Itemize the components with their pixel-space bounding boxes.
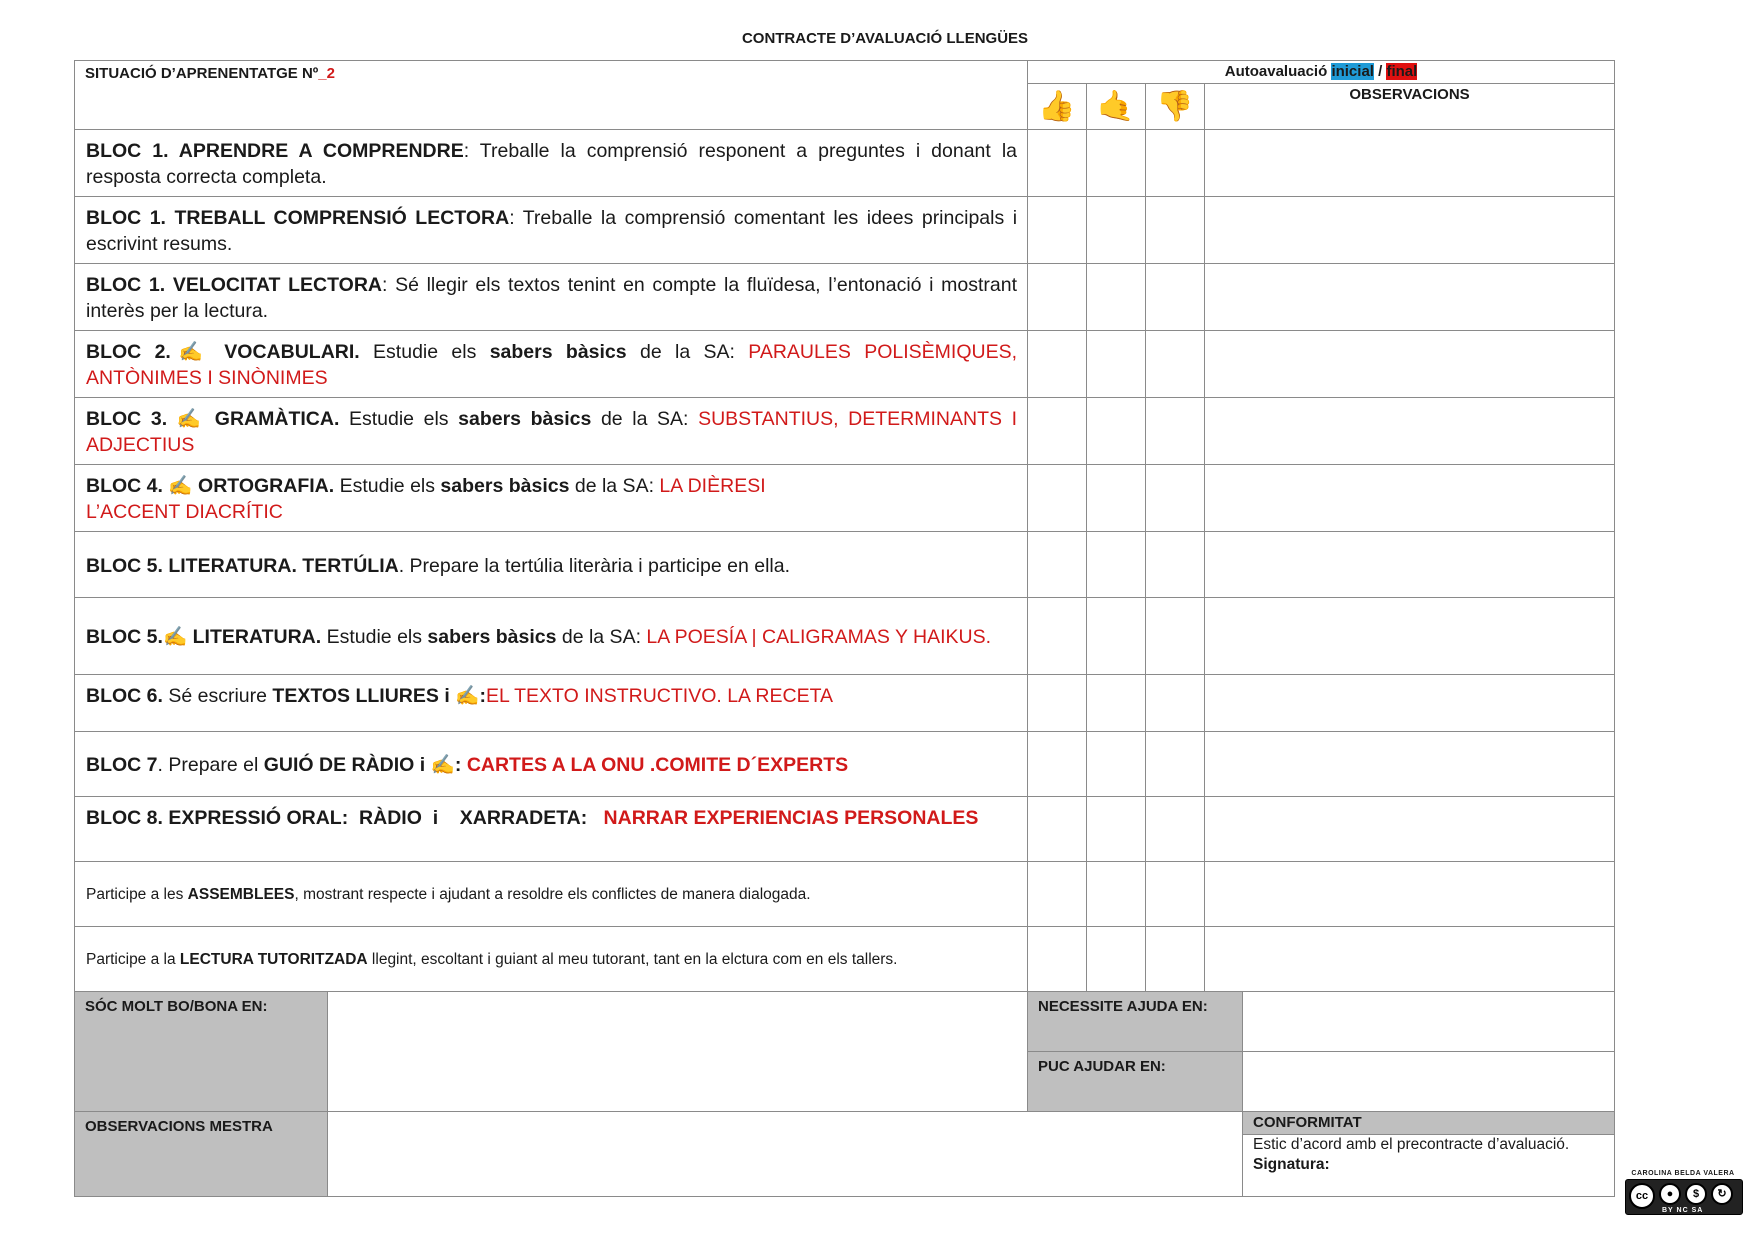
criterion-text: BLOC 1. TREBALL COMPRENSIÓ LECTORA: Treballe la comprensió comentant les idees principals i escrivint resums. xyxy=(75,197,1028,264)
observacions-header: OBSERVACIONS xyxy=(1205,84,1615,130)
criterion-text: BLOC 1. VELOCITAT LECTORA: Sé llegir els textos tenint en compte la fluïdesa, l’entonació i mostrant interès per la lectura. xyxy=(75,264,1028,331)
autoavaluacio-separator: / xyxy=(1378,63,1383,80)
rating-cell[interactable] xyxy=(1146,732,1205,797)
rating-cell[interactable] xyxy=(1146,598,1205,675)
rating-cell[interactable] xyxy=(1087,532,1146,598)
sa-icon: ↻ xyxy=(1711,1183,1733,1205)
conformitat-text: Estic d’acord amb el precontracte d’avaluació. Signatura: xyxy=(1243,1135,1615,1197)
table-row xyxy=(75,465,1615,532)
observation-cell[interactable] xyxy=(1205,532,1615,598)
table-row xyxy=(75,732,1615,797)
criterion-text: BLOC 4. ✍️ ORTOGRAFIA. Estudie els sabers bàsics de la SA: LA DIÈRESI L’ACCENT DIACRÍTIC xyxy=(75,465,1028,532)
rating-cell[interactable] xyxy=(1028,675,1087,732)
rating-cell[interactable] xyxy=(1028,264,1087,331)
soc-molt-bo-label: SÓC MOLT BO/BONA EN: xyxy=(75,992,328,1112)
rating-cell[interactable] xyxy=(1087,398,1146,465)
rating-cell[interactable] xyxy=(1146,465,1205,532)
situacio-label: SITUACIÓ D’APRENENTATGE Nº xyxy=(85,65,319,82)
conformitat-label: CONFORMITAT xyxy=(1243,1112,1615,1135)
by-icon: ● xyxy=(1659,1183,1681,1205)
observation-cell[interactable] xyxy=(1205,797,1615,862)
table-row xyxy=(75,130,1615,197)
writing-hand-icon: ✍️ xyxy=(430,754,455,776)
observation-cell[interactable] xyxy=(1205,675,1615,732)
criterion-text: BLOC 7. Prepare el GUIÓ DE RÀDIO i ✍️: CARTES A LA ONU .COMITE D´EXPERTS xyxy=(75,732,1028,797)
situacio-header xyxy=(75,61,1028,130)
signatura-label: Signatura: xyxy=(1253,1156,1330,1173)
puc-ajudar-label: PUC AJUDAR EN: xyxy=(1028,1052,1243,1112)
cc-license-badge xyxy=(1625,1170,1741,1216)
rating-cell[interactable] xyxy=(1087,675,1146,732)
observation-cell[interactable] xyxy=(1205,732,1615,797)
writing-hand-icon: ✍️ xyxy=(162,626,188,648)
rating-cell[interactable] xyxy=(1087,598,1146,675)
rating-cell[interactable] xyxy=(1146,532,1205,598)
observation-cell[interactable] xyxy=(1205,598,1615,675)
writing-hand-icon: ✍️ xyxy=(176,408,206,430)
rating-cell[interactable] xyxy=(1087,927,1146,992)
necessite-ajuda-label: NECESSITE AJUDA EN: xyxy=(1028,992,1243,1052)
criterion-text: Participe a les ASSEMBLEES, mostrant respecte i ajudant a resoldre els conflictes de manera dialogada. xyxy=(75,862,1028,927)
table-row xyxy=(75,927,1615,992)
rating-cell[interactable] xyxy=(1146,797,1205,862)
license-author: CAROLINA BELDA VALERA xyxy=(1631,1170,1735,1177)
table-row xyxy=(75,797,1615,862)
puc-ajudar-field[interactable] xyxy=(1243,1052,1615,1112)
criterion-text: BLOC 8. EXPRESSIÓ ORAL: RÀDIO i XARRADETA: NARRAR EXPERIENCIAS PERSONALES xyxy=(75,797,1028,862)
rating-cell[interactable] xyxy=(1028,398,1087,465)
nc-icon: $ xyxy=(1685,1183,1707,1205)
rating-cell[interactable] xyxy=(1028,598,1087,675)
rating-cell[interactable] xyxy=(1146,197,1205,264)
observacions-mestra-field[interactable] xyxy=(328,1112,1243,1197)
rating-cell[interactable] xyxy=(1028,862,1087,927)
rating-cell[interactable] xyxy=(1028,732,1087,797)
rating-cell[interactable] xyxy=(1146,130,1205,197)
rating-cell[interactable] xyxy=(1028,797,1087,862)
rating-cell[interactable] xyxy=(1146,927,1205,992)
table-row xyxy=(75,264,1615,331)
document-title: CONTRACTE D’AVALUACIÓ LLENGÜES xyxy=(741,30,1029,47)
rating-cell[interactable] xyxy=(1146,675,1205,732)
thumbs-up-icon: 👍 xyxy=(1028,84,1087,130)
cc-icon: cc xyxy=(1629,1183,1655,1209)
rating-cell[interactable] xyxy=(1087,862,1146,927)
situacio-number: _2 xyxy=(318,65,335,82)
observacions-mestra-label: OBSERVACIONS MESTRA xyxy=(75,1112,328,1197)
rating-cell[interactable] xyxy=(1028,532,1087,598)
rating-cell[interactable] xyxy=(1028,130,1087,197)
rating-cell[interactable] xyxy=(1087,732,1146,797)
autoavaluacio-label: Autoavaluació xyxy=(1224,63,1328,80)
final-highlight: final xyxy=(1386,63,1418,80)
criterion-text: BLOC 5. LITERATURA. TERTÚLIA. Prepare la tertúlia literària i participe en ella. xyxy=(75,532,1028,598)
necessite-ajuda-field[interactable] xyxy=(1243,992,1615,1052)
rating-cell[interactable] xyxy=(1146,264,1205,331)
criterion-text: Participe a la LECTURA TUTORITZADA llegint, escoltant i guiant al meu tutorant, tant en la elctura com en els tallers. xyxy=(75,927,1028,992)
rating-cell[interactable] xyxy=(1087,331,1146,398)
criterion-text: BLOC 3. ✍️ GRAMÀTICA. Estudie els sabers bàsics de la SA: SUBSTANTIUS, DETERMINANTS I ADJECTIUS xyxy=(75,398,1028,465)
rating-cell[interactable] xyxy=(1087,264,1146,331)
rating-cell[interactable] xyxy=(1146,862,1205,927)
observation-cell[interactable] xyxy=(1205,465,1615,532)
rating-cell[interactable] xyxy=(1146,398,1205,465)
observation-cell[interactable] xyxy=(1205,130,1615,197)
table-row xyxy=(75,398,1615,465)
observation-cell[interactable] xyxy=(1205,927,1615,992)
rating-cell[interactable] xyxy=(1087,130,1146,197)
rating-cell[interactable] xyxy=(1028,197,1087,264)
criterion-text: BLOC 6. Sé escriure TEXTOS LLIURES i ✍️:EL TEXTO INSTRUCTIVO. LA RECETA xyxy=(75,675,1028,732)
writing-hand-icon: ✍️ xyxy=(455,685,480,707)
observation-cell[interactable] xyxy=(1205,862,1615,927)
writing-hand-icon: ✍️ xyxy=(170,341,211,363)
evaluation-table xyxy=(74,60,1615,1197)
autoavaluacio-header xyxy=(1028,61,1615,84)
rating-cell[interactable] xyxy=(1028,465,1087,532)
license-terms: BY NC SA xyxy=(1662,1207,1704,1214)
table-row xyxy=(75,862,1615,927)
criterion-text: BLOC 1. APRENDRE A COMPRENDRE: Treballe la comprensió responent a preguntes i donant la resposta correcta completa. xyxy=(75,130,1028,197)
rating-cell[interactable] xyxy=(1087,797,1146,862)
criterion-text: BLOC 2.✍️ VOCABULARI. Estudie els sabers bàsics de la SA: PARAULES POLISÈMIQUES, ANTÒNIMES I SINÒNIMES xyxy=(75,331,1028,398)
observation-cell[interactable] xyxy=(1205,197,1615,264)
rating-cell[interactable] xyxy=(1028,927,1087,992)
table-row xyxy=(75,197,1615,264)
rating-cell[interactable] xyxy=(1028,331,1087,398)
table-row xyxy=(75,675,1615,732)
hand-so-so-icon: 🤙 xyxy=(1087,84,1146,130)
observation-cell[interactable] xyxy=(1205,331,1615,398)
observation-cell[interactable] xyxy=(1205,398,1615,465)
observation-cell[interactable] xyxy=(1205,264,1615,331)
rating-cell[interactable] xyxy=(1146,331,1205,398)
rating-cell[interactable] xyxy=(1087,465,1146,532)
table-row xyxy=(75,598,1615,675)
table-row xyxy=(75,331,1615,398)
thumbs-down-icon: 👎 xyxy=(1146,84,1205,130)
soc-molt-bo-field[interactable] xyxy=(328,992,1028,1112)
rating-cell[interactable] xyxy=(1087,197,1146,264)
table-row xyxy=(75,532,1615,598)
criterion-text: BLOC 5.✍️ LITERATURA. Estudie els sabers bàsics de la SA: LA POESÍA | CALIGRAMAS Y HAIKUS. xyxy=(75,598,1028,675)
inicial-highlight: inicial xyxy=(1331,63,1374,80)
writing-hand-icon: ✍️ xyxy=(168,475,193,497)
